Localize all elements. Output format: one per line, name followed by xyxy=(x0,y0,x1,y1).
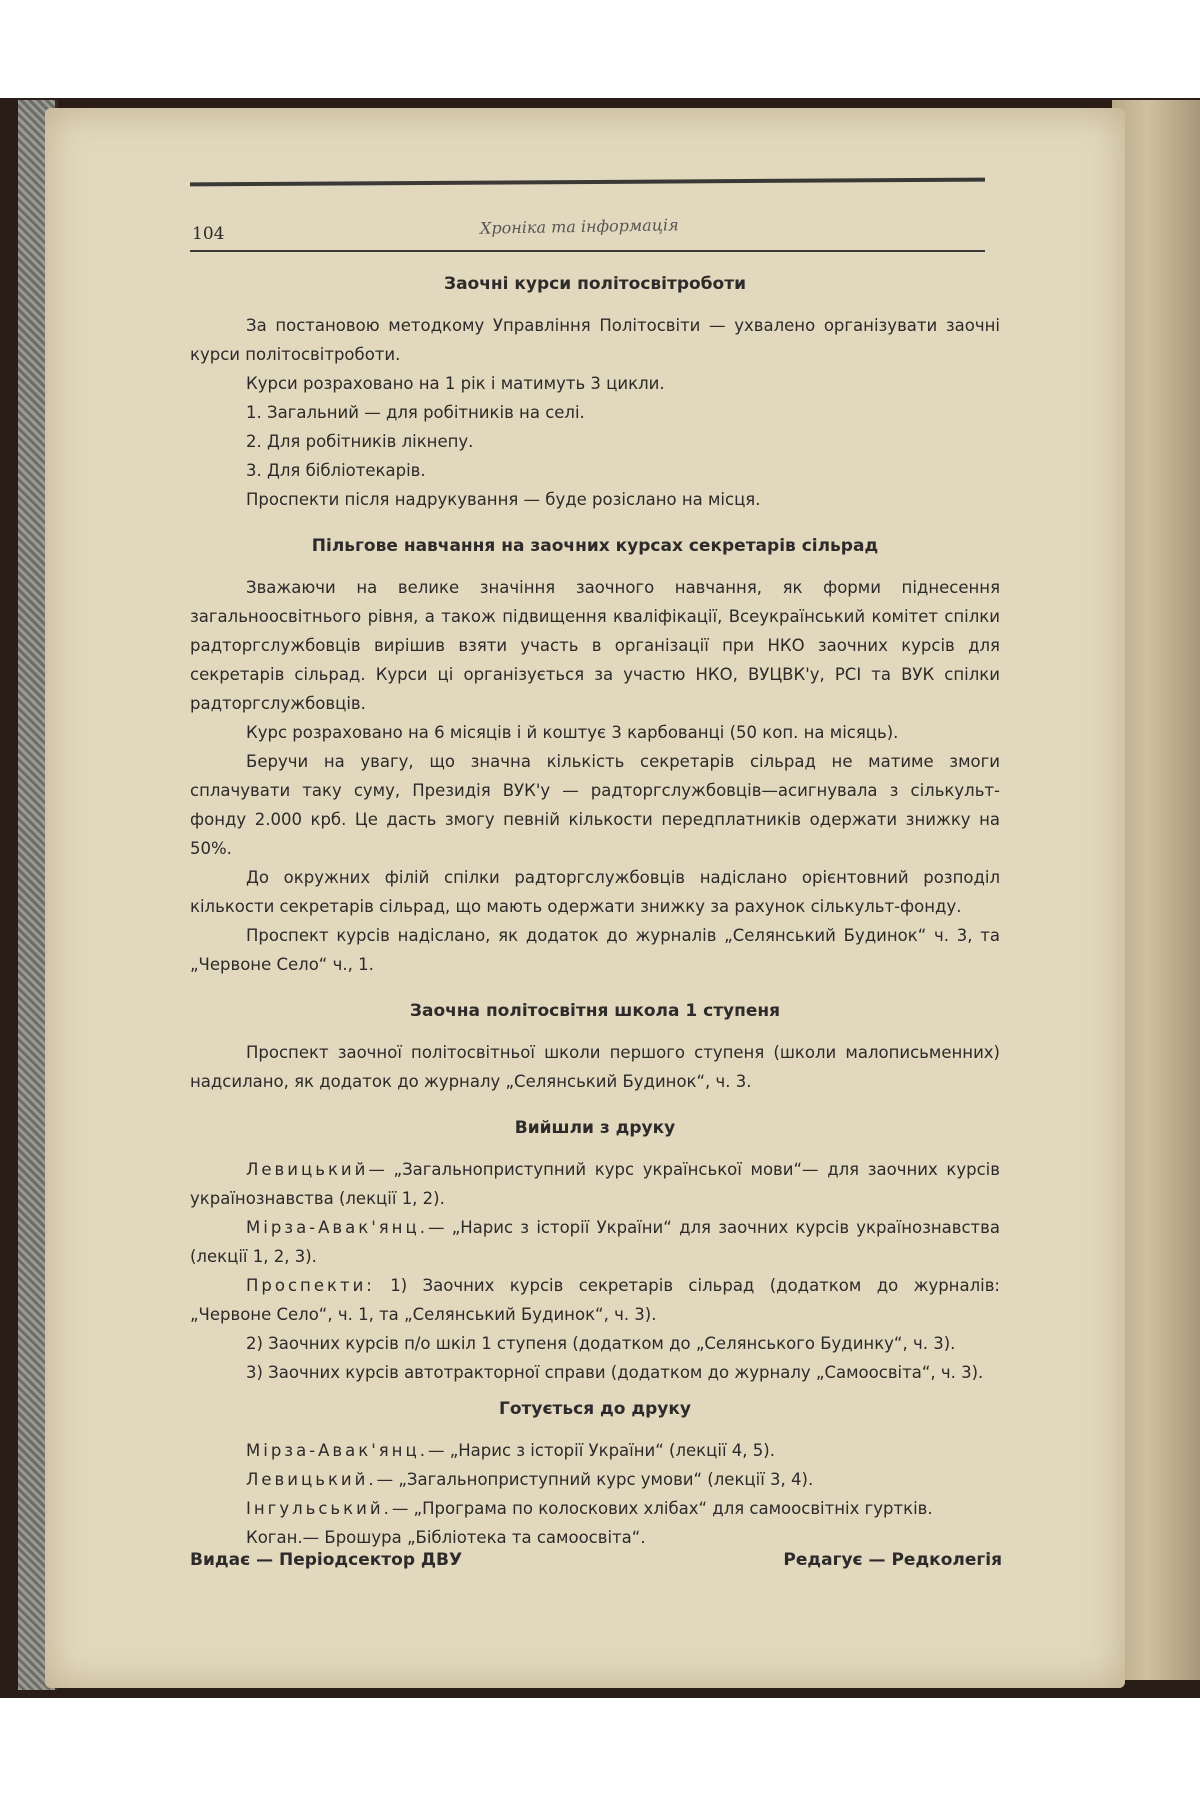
entry-text: — „Загальноприступний курс української мови“— для заочних курсів українознавства (лекції 1, 2). xyxy=(190,1160,1000,1208)
entry-author: Інгульський. xyxy=(246,1499,392,1518)
entry-text: — „Нарис з історії України“ для заочних курсів українознавства (лекції 1, 2, 3). xyxy=(190,1218,1000,1266)
entry-text: — Брошура „Бібліотека та самоосвіта“. xyxy=(302,1528,646,1547)
entry-author: Проспекти: xyxy=(246,1276,375,1295)
section-title: Заочна політосвітня школа 1 ступеня xyxy=(409,1001,781,1021)
entry-author: Коган. xyxy=(246,1528,303,1547)
footer-publisher: Видає — Періодсектор ДВУ xyxy=(190,1550,463,1570)
page-content xyxy=(190,180,1000,1552)
bibliography-entry xyxy=(190,1155,1000,1213)
paragraph: Зважаючи на велике значіння заочного навчання, як форми піднесення загальноосвітнього рівня, а також підвищення кваліфікації, Всеукраїнський комітет спілки радторгслужбовців вирішив взяти участь в організації при НКО заочних курсів для секретарів сільрад. Курси ці організується за участю НКО, ВУЦВК'у, РСІ та ВУК спілки радторгслужбовців. xyxy=(190,578,1000,713)
running-header xyxy=(190,208,985,252)
paragraph: Проспект курсів надіслано, як додаток до журналів „Селянський Будинок“ ч. 3, та „Червоне Село“ ч., 1. xyxy=(190,926,1000,974)
paragraph: Проспекти після надрукування — буде розіслано на місця. xyxy=(246,490,761,509)
paragraph: Курс розраховано на 6 місяців і й коштує 3 карбованці (50 коп. на місяць). xyxy=(246,723,899,742)
running-title: Хроніка та інформація xyxy=(479,215,679,238)
section-title: Пільгове навчання на заочних курсах секретарів сільрад xyxy=(311,536,879,556)
bibliography-entry: 3) Заочних курсів автотракторної справи (додатком до журналу „Самоосвіта“, ч. 3). xyxy=(246,1363,984,1382)
bibliography-entry xyxy=(190,1465,1000,1494)
section-published xyxy=(190,1114,1000,1387)
paragraph: За постановою методкому Управління Політосвіти — ухвалено організувати заочні курси політосвітроботи. xyxy=(190,316,1000,364)
section-title: Заочні курси політосвітроботи xyxy=(444,274,746,294)
entry-author: Мірза-Авак'янц. xyxy=(246,1218,428,1237)
entry-author: Мірза-Авак'янц. xyxy=(246,1441,428,1460)
bibliography-entry xyxy=(190,1213,1000,1271)
entry-author: Левицький xyxy=(246,1160,369,1179)
section-political-school xyxy=(190,997,1000,1096)
bibliography-entry xyxy=(190,1494,1000,1523)
section-title: Готується до друку xyxy=(499,1399,691,1419)
entry-text: 1) Заочних курсів секретарів сільрад (додатком до журналів: „Червоне Село“, ч. 1, та „Селянський Будинок“, ч. 3). xyxy=(190,1276,1000,1324)
book-board-right xyxy=(1112,100,1200,1680)
entry-text: — „Загальноприступний курс умови“ (лекції 3, 4). xyxy=(376,1470,814,1489)
section-correspondence-courses xyxy=(190,270,1000,514)
bibliography-entry xyxy=(190,1523,1000,1552)
section-preparing xyxy=(190,1395,1000,1552)
list-item: 1. Загальний — для робітників на селі. xyxy=(246,403,585,422)
bibliography-entry xyxy=(190,1436,1000,1465)
entry-author: Левицький. xyxy=(246,1470,377,1489)
section-secretaries-training xyxy=(190,532,1000,979)
bibliography-entry xyxy=(190,1271,1000,1329)
paragraph: Проспект заочної політосвітньої школи першого ступеня (школи малописьменних) надсилано, як додаток до журналу „Селянський Будинок“, ч. 3. xyxy=(190,1043,1000,1091)
paragraph: Беручи на увагу, що значна кількість секретарів сільрад не матиме змоги сплачувати таку суму, Президія ВУК'у — радторгслужбовців—асигнувала з сількульт-фонду 2.000 крб. Це дасть змогу певній кількости передплатників одержати знижку на 50%. xyxy=(190,752,1000,858)
entry-text: — „Нарис з історії України“ (лекції 4, 5). xyxy=(427,1441,775,1460)
section-title: Вийшли з друку xyxy=(514,1118,676,1138)
footer-editor: Редагує — Редколегія xyxy=(783,1550,1002,1570)
paragraph: Курси розраховано на 1 рік і матимуть 3 цикли. xyxy=(246,374,665,393)
entry-text: — „Програма по колоскових хлібах“ для самоосвітніх гуртків. xyxy=(391,1499,933,1518)
bibliography-entry: 2) Заочних курсів п/о шкіл 1 ступеня (додатком до „Селянського Будинку“, ч. 3). xyxy=(246,1334,956,1353)
list-item: 3. Для бібліотекарів. xyxy=(246,461,426,480)
list-item: 2. Для робітників лікнепу. xyxy=(246,432,474,451)
paragraph: До окружних філій спілки радторгслужбовців надіслано орієнтовний розподіл кількости секретарів сільрад, що мають одержати знижку за рахунок сількульт-фонду. xyxy=(190,868,1000,916)
page-number: 104 xyxy=(192,224,225,244)
